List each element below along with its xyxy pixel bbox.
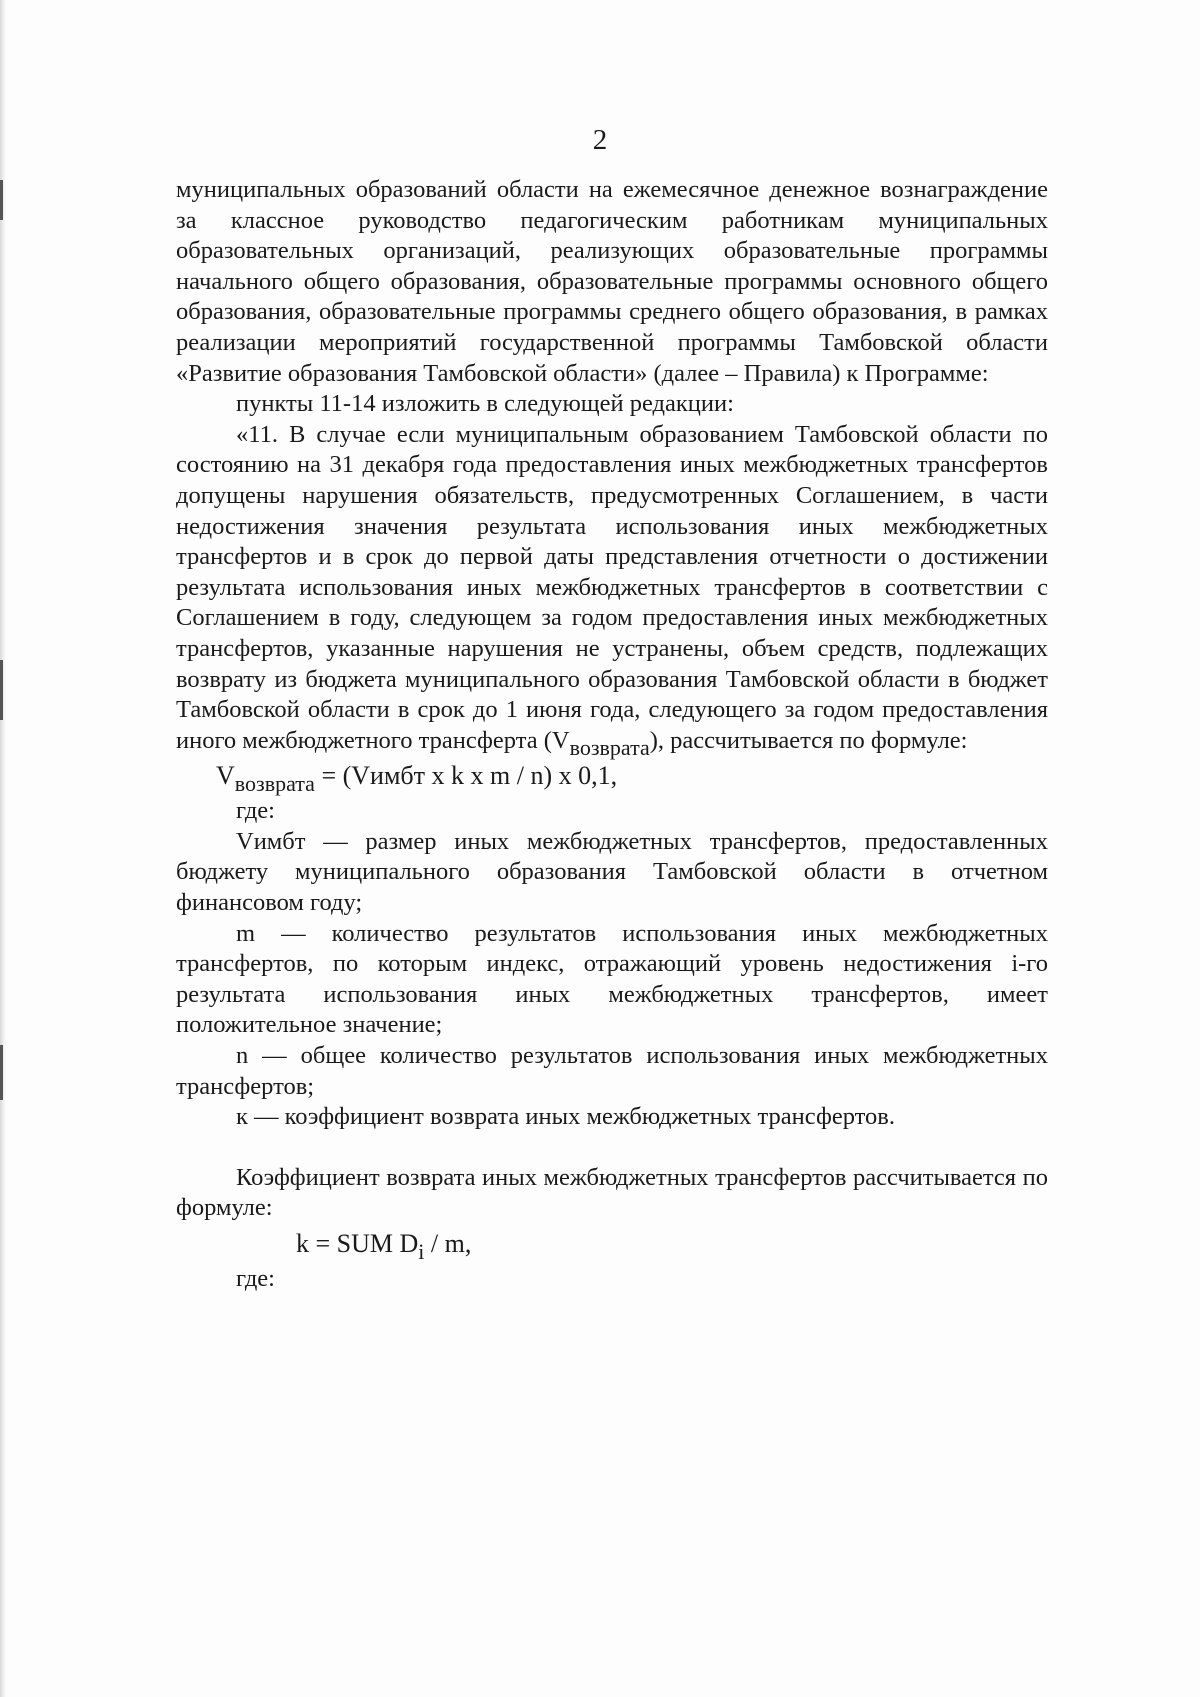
paragraph-11-text: «11. В случае если муниципальным образованием Тамбовской области по состоянию на 31 декабря года предоставления иных межбюджетных трансфертов допущены нарушения обязательств, предусмотренных Соглашением, в части недостижения значения результата использования иных межбюджетных трансфертов и в срок до первой даты представления отчетности о достижении результата использования иных межбюджетных трансфертов в соответствии с Соглашением в году, следующем за годом предоставления иных межбюджетных трансфертов, указанные нарушения не устранены, объем средств, подлежащих возврату из бюджета муниципального образования Тамбовской области в бюджет Тамбовской области в срок до 1 июня года, следующего за годом предоставления иного межбюджетного трансферта (V <box>176 420 1048 754</box>
definition-n: n — общее количество результатов использования иных межбюджетных трансфертов; <box>176 1042 1048 1100</box>
formula-k-lead: k = SUM D <box>296 1229 419 1258</box>
paragraph-items-intro: пункты 11-14 изложить в следующей редакции: <box>236 390 734 418</box>
formula-vozvrata-base: V <box>216 761 235 791</box>
document-body <box>176 175 1048 1295</box>
definition-vimbt: Vимбт — размер иных межбюджетных трансфертов, предоставленных бюджету муниципального образования Тамбовской области в отчетном финансовом году; <box>176 827 1048 917</box>
formula-vozvrata-rest: = (Vимбт x k x m / n) x 0,1, <box>314 761 618 791</box>
paragraph-11 <box>176 420 1048 760</box>
where-label-2: где: <box>236 1265 275 1292</box>
scan-mark <box>0 660 3 720</box>
paragraph-11-subscript: возврата <box>569 734 650 760</box>
where-label-1: где: <box>236 797 275 825</box>
formula-vozvrata-subscript: возврата <box>234 771 315 797</box>
definition-m: m — количество результатов использования иных межбюджетных трансфертов, по которым индекс, отражающий уровень недостижения i-го результата использования иных межбюджетных трансфертов, имеет положительное значение; <box>176 919 1048 1039</box>
formula-vozvrata <box>176 756 1048 796</box>
scan-edge <box>0 0 6 1697</box>
scan-mark <box>0 180 3 220</box>
page-number: 2 <box>592 124 608 156</box>
paragraph-11-tail: ), рассчитывается по формуле: <box>649 726 968 754</box>
coefficient-paragraph: Коэффициент возврата иных межбюджетных трансфертов рассчитывается по формуле: <box>176 1163 1048 1222</box>
formula-k-tail: / m, <box>424 1229 472 1258</box>
spacer <box>176 1133 1048 1163</box>
formula-k <box>176 1224 1048 1264</box>
definition-k: к — коэффициент возврата иных межбюджетных трансфертов. <box>236 1103 895 1131</box>
formula-k-subscript: i <box>418 1239 425 1264</box>
scan-mark <box>0 1045 3 1100</box>
paragraph-intro: муниципальных образований области на ежемесячное денежное вознаграждение за классное руководство педагогическим работникам муниципальных образовательных организаций, реализующих образовательные программы начального общего образования, образовательные программы основного общего образования, образовательные программы среднего общего образования, в рамках реализации мероприятий государственной программы Тамбовской области «Развитие образования Тамбовской области» (далее – Правила) к Программе: <box>176 176 1048 387</box>
